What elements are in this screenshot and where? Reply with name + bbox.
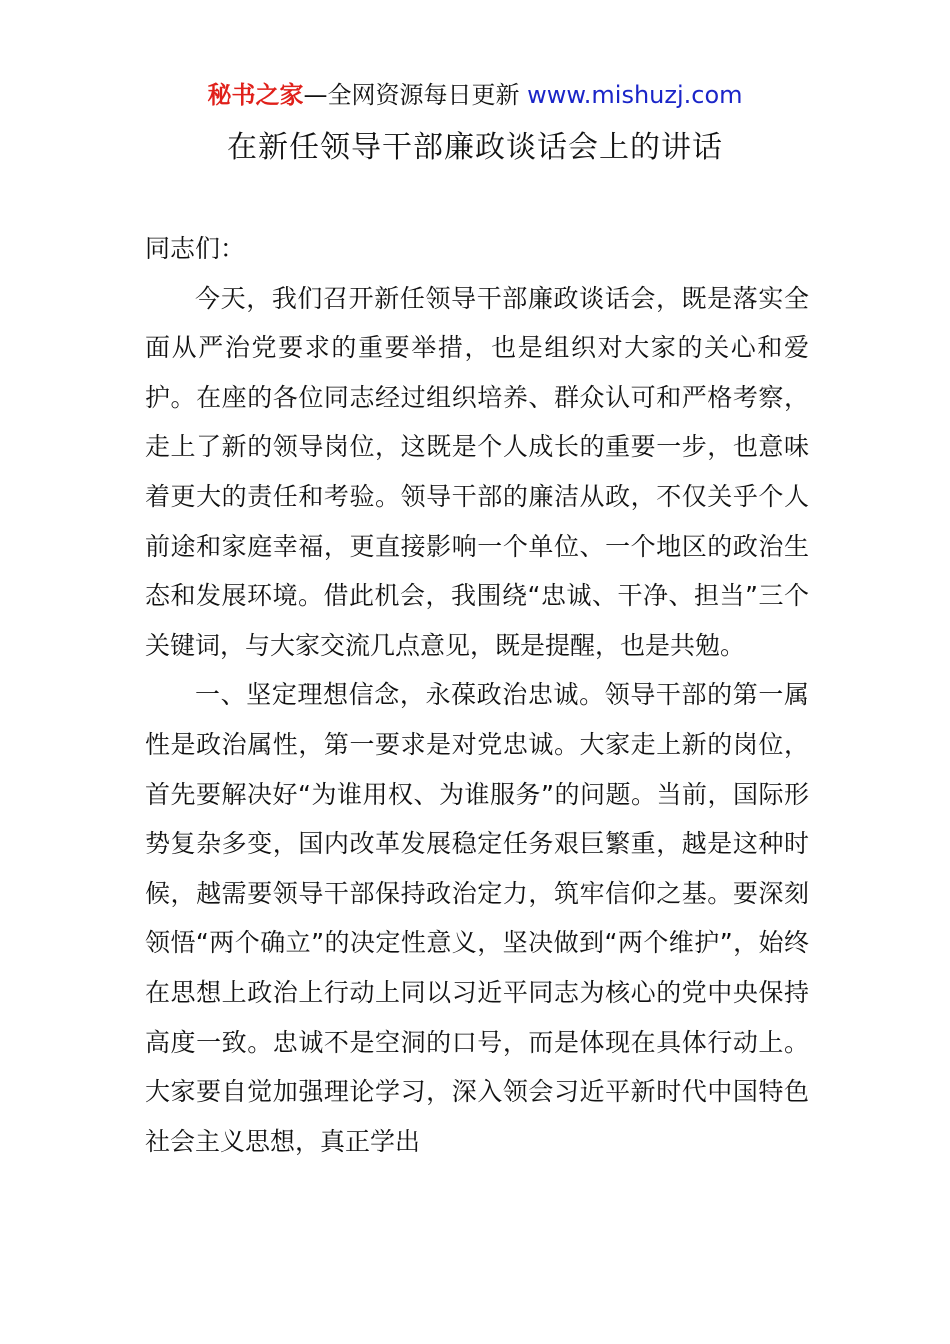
paragraph-intro: 今天，我们召开新任领导干部廉政谈话会，既是落实全面从严治党要求的重要举措，也是组织对大家的关心和爱护。在座的各位同志经过组织培养、群众认可和严格考察，走上了新的领导岗位，这既是个人成长的重要一步，也意味着更大的责任和考验。领导干部的廉洁从政，不仅关乎个人前途和家庭幸福，更直接影响一个单位、一个地区的政治生态和发展环境。借此机会，我围绕“忠诚、干净、担当”三个关键词，与大家交流几点意见，既是提醒，也是共勉。: [145, 283, 809, 660]
salutation: 同志们：: [145, 234, 246, 263]
site-url-link[interactable]: www.mishuzj.com: [527, 81, 743, 109]
section-1-heading: 一、坚定理想信念，永葆政治忠诚。: [195, 680, 605, 710]
site-brand: 秘书之家: [207, 81, 304, 109]
paragraph-section-1: [145, 670, 809, 1166]
site-slogan: —全网资源每日更新: [303, 81, 528, 109]
document-title: 在新任领导干部廉政谈话会上的讲话: [227, 130, 723, 165]
document-body: [145, 224, 809, 1166]
site-header: [0, 78, 950, 112]
section-1-text: 领导干部的第一属性是政治属性，第一要求是对党忠诚。大家走上新的岗位，首先要解决好“为谁用权、为谁服务”的问题。当前，国际形势复杂多变，国内改革发展稳定任务艰巨繁重，越是这种时候，越需要领导干部保持政治定力，筑牢信仰之基。要深刻领悟“两个确立”的决定性意义，坚决做到“两个维护”，始终在思想上政治上行动上同以习近平同志为核心的党中央保持高度一致。忠诚不是空洞的口号，而是体现在具体行动上。大家要自觉加强理论学习，深入领会习近平新时代中国特色社会主义思想，真正学出: [145, 680, 809, 1156]
